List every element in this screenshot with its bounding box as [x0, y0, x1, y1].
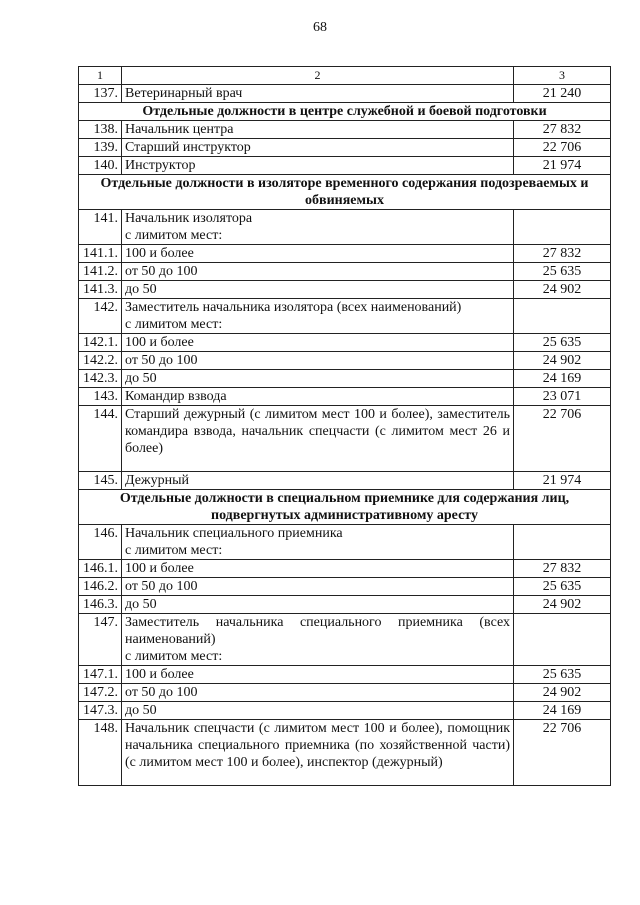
column-header-number: 1 — [79, 67, 122, 85]
table-row — [79, 702, 611, 720]
column-header-row — [79, 67, 611, 85]
item-number: 146.3. — [79, 596, 122, 614]
position-title: Заместитель начальника специального приемника (всех наименований) — [125, 615, 510, 647]
salary-value: 21 974 — [514, 157, 611, 175]
salary-value: 25 635 — [514, 334, 611, 352]
salary-value: 24 169 — [514, 370, 611, 388]
position-title: Инструктор — [125, 158, 196, 173]
item-number: 147.1. — [79, 666, 122, 684]
table-row — [79, 388, 611, 406]
position-title: Старший дежурный (с лимитом мест 100 и более), заместитель командира взвода, начальник спецчасти (с лимитом мест 26 и более) — [125, 407, 510, 456]
salary-table — [78, 66, 611, 786]
column-header-position: 2 — [122, 67, 514, 85]
position-title: Начальник спецчасти (с лимитом мест 100 и более), помощник начальника специального приемника (по хозяйственной части) (с лимитом мест 100 и более), инспектор (дежурный) — [125, 721, 510, 770]
salary-value: 23 071 — [514, 388, 611, 406]
position-title: 100 и более — [125, 246, 194, 261]
section-heading: Отдельные должности в специальном приемнике для содержания лиц, подвергнутых административному аресту — [79, 490, 611, 525]
table-row — [79, 85, 611, 103]
item-number: 148. — [79, 720, 122, 786]
position-title-cell — [122, 139, 514, 157]
section-heading-row — [79, 175, 611, 210]
position-title-cell — [122, 684, 514, 702]
item-number: 142.2. — [79, 352, 122, 370]
item-number: 142. — [79, 299, 122, 334]
position-title: Старший инструктор — [125, 140, 251, 155]
position-title-cell — [122, 472, 514, 490]
salary-value: 24 169 — [514, 702, 611, 720]
position-title: Заместитель начальника изолятора (всех наименований) — [125, 300, 462, 315]
position-title: Ветеринарный врач — [125, 86, 243, 101]
salary-value: 27 832 — [514, 245, 611, 263]
position-subtitle: с лимитом мест: — [125, 649, 223, 664]
salary-value — [514, 614, 611, 666]
position-title-cell — [122, 525, 514, 560]
salary-value: 27 832 — [514, 121, 611, 139]
column-header-salary: 3 — [514, 67, 611, 85]
position-title-cell — [122, 720, 514, 786]
position-subtitle: с лимитом мест: — [125, 228, 223, 243]
salary-value: 25 635 — [514, 578, 611, 596]
item-number: 143. — [79, 388, 122, 406]
position-title: 100 и более — [125, 667, 194, 682]
item-number: 146.1. — [79, 560, 122, 578]
salary-value: 27 832 — [514, 560, 611, 578]
item-number: 142.3. — [79, 370, 122, 388]
salary-value: 24 902 — [514, 352, 611, 370]
item-number: 147. — [79, 614, 122, 666]
table-row — [79, 263, 611, 281]
table-row — [79, 210, 611, 245]
position-title-cell — [122, 560, 514, 578]
salary-value: 24 902 — [514, 596, 611, 614]
table-row — [79, 157, 611, 175]
item-number: 141.1. — [79, 245, 122, 263]
position-title: до 50 — [125, 597, 157, 612]
item-number: 142.1. — [79, 334, 122, 352]
item-number: 139. — [79, 139, 122, 157]
table-row — [79, 684, 611, 702]
position-title-cell — [122, 210, 514, 245]
position-title-cell — [122, 299, 514, 334]
position-title-cell — [122, 596, 514, 614]
table-row — [79, 578, 611, 596]
page-number: 68 — [313, 20, 327, 35]
position-title: до 50 — [125, 282, 157, 297]
section-heading: Отдельные должности в центре служебной и боевой подготовки — [79, 103, 611, 121]
position-title-cell — [122, 85, 514, 103]
item-number: 141. — [79, 210, 122, 245]
position-title-cell — [122, 121, 514, 139]
position-title: Начальник изолятора — [125, 211, 253, 226]
table-body — [79, 85, 611, 786]
position-title: от 50 до 100 — [125, 264, 198, 279]
position-title: 100 и более — [125, 561, 194, 576]
table-row — [79, 666, 611, 684]
salary-value: 22 706 — [514, 139, 611, 157]
salary-value — [514, 299, 611, 334]
position-title-cell — [122, 370, 514, 388]
item-number: 137. — [79, 85, 122, 103]
table-row — [79, 281, 611, 299]
position-title-cell — [122, 666, 514, 684]
position-title-cell — [122, 263, 514, 281]
position-subtitle: с лимитом мест: — [125, 317, 223, 332]
position-title: до 50 — [125, 371, 157, 386]
position-title-cell — [122, 578, 514, 596]
salary-value: 21 974 — [514, 472, 611, 490]
salary-value — [514, 525, 611, 560]
salary-value: 25 635 — [514, 263, 611, 281]
position-title: от 50 до 100 — [125, 579, 198, 594]
salary-value: 21 240 — [514, 85, 611, 103]
table-row — [79, 720, 611, 786]
position-title-cell — [122, 702, 514, 720]
table-row — [79, 472, 611, 490]
salary-value: 24 902 — [514, 281, 611, 299]
section-heading-row — [79, 490, 611, 525]
table-row — [79, 121, 611, 139]
table-row — [79, 614, 611, 666]
position-title: Начальник центра — [125, 122, 234, 137]
salary-value: 22 706 — [514, 406, 611, 472]
position-title-cell — [122, 614, 514, 666]
item-number: 146.2. — [79, 578, 122, 596]
table-row — [79, 245, 611, 263]
position-subtitle: с лимитом мест: — [125, 543, 223, 558]
position-title: Начальник специального приемника — [125, 526, 343, 541]
item-number: 147.2. — [79, 684, 122, 702]
table-row — [79, 370, 611, 388]
item-number: 140. — [79, 157, 122, 175]
item-number: 138. — [79, 121, 122, 139]
table-row — [79, 352, 611, 370]
table-row — [79, 525, 611, 560]
position-title-cell — [122, 352, 514, 370]
table-row — [79, 596, 611, 614]
salary-value: 24 902 — [514, 684, 611, 702]
position-title: до 50 — [125, 703, 157, 718]
item-number: 147.3. — [79, 702, 122, 720]
section-heading-row — [79, 103, 611, 121]
table-row — [79, 560, 611, 578]
salary-value: 25 635 — [514, 666, 611, 684]
position-title-cell — [122, 406, 514, 472]
item-number: 141.2. — [79, 263, 122, 281]
position-title: Дежурный — [125, 473, 189, 488]
item-number: 141.3. — [79, 281, 122, 299]
position-title-cell — [122, 388, 514, 406]
section-heading: Отдельные должности в изоляторе временного содержания подозреваемых и обвиняемых — [79, 175, 611, 210]
position-title-cell — [122, 157, 514, 175]
position-title: от 50 до 100 — [125, 685, 198, 700]
item-number: 145. — [79, 472, 122, 490]
position-title-cell — [122, 281, 514, 299]
position-title: от 50 до 100 — [125, 353, 198, 368]
item-number: 146. — [79, 525, 122, 560]
table-row — [79, 406, 611, 472]
position-title: 100 и более — [125, 335, 194, 350]
table-row — [79, 139, 611, 157]
position-title-cell — [122, 245, 514, 263]
position-title: Командир взвода — [125, 389, 227, 404]
position-title-cell — [122, 334, 514, 352]
table-row — [79, 299, 611, 334]
table-row — [79, 334, 611, 352]
salary-value: 22 706 — [514, 720, 611, 786]
item-number: 144. — [79, 406, 122, 472]
salary-value — [514, 210, 611, 245]
